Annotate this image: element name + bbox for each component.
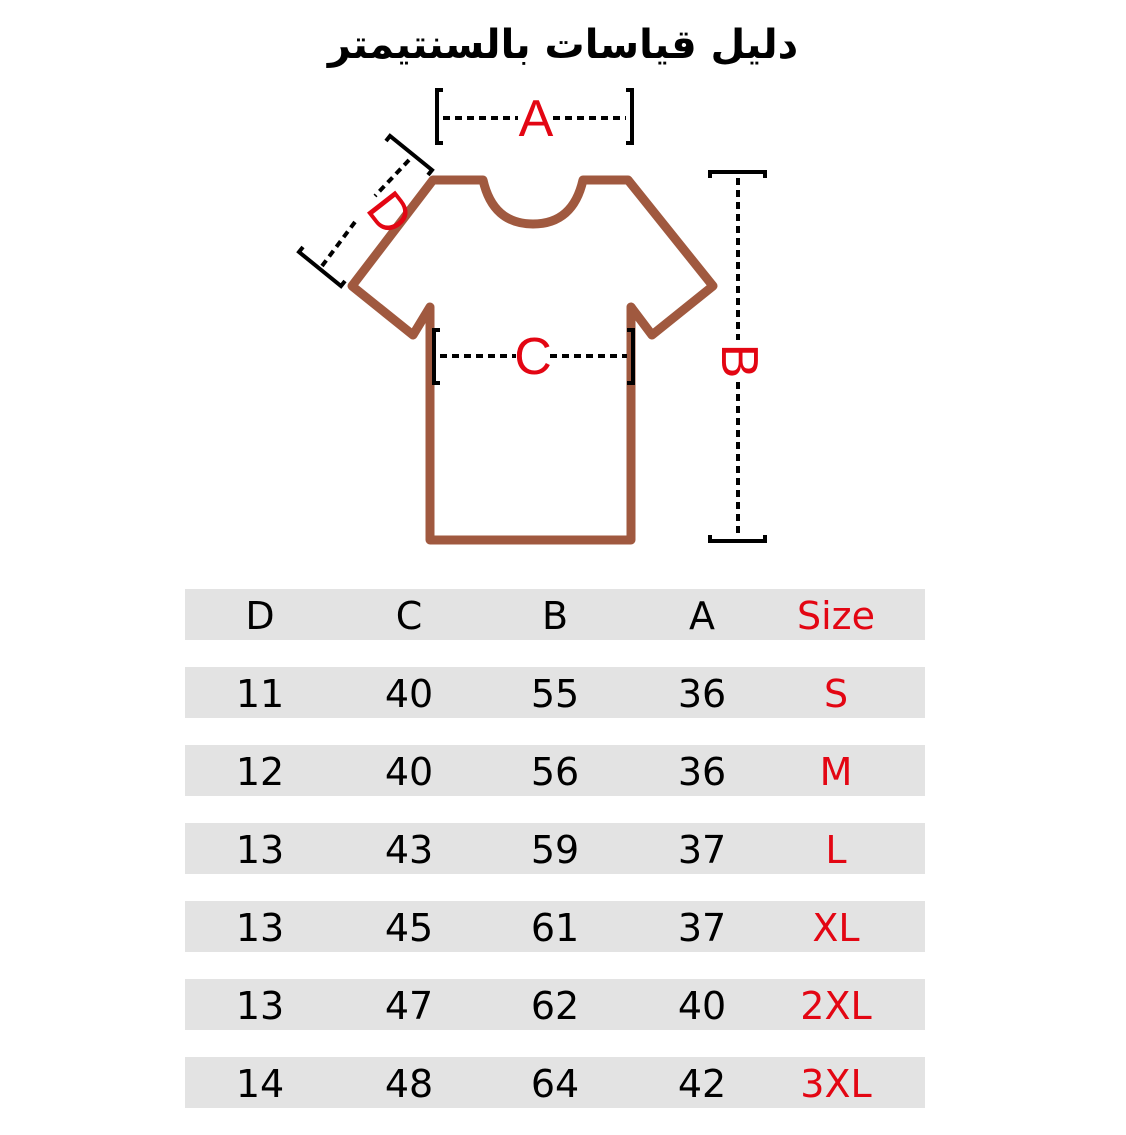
cell-d: 13 <box>235 984 285 1028</box>
page-title: دليل قياسات بالسنتيمتر <box>327 22 799 68</box>
cell-size: 3XL <box>800 1062 872 1106</box>
cell-c: 40 <box>384 750 434 794</box>
table-row <box>185 979 925 1030</box>
cell-size: XL <box>812 906 860 950</box>
cell-a: 40 <box>677 984 727 1028</box>
cell-size: M <box>819 750 853 794</box>
header-a: A <box>689 594 715 638</box>
cell-d: 13 <box>235 828 285 872</box>
cell-a: 42 <box>677 1062 727 1106</box>
cell-b: 55 <box>530 672 580 716</box>
cell-d: 13 <box>235 906 285 950</box>
cell-b: 59 <box>530 828 580 872</box>
cell-c: 48 <box>384 1062 434 1106</box>
measure-d-label: D <box>354 180 424 247</box>
size-table <box>185 589 925 1135</box>
cell-d: 14 <box>235 1062 285 1106</box>
cell-a: 36 <box>677 672 727 716</box>
table-row <box>185 901 925 952</box>
cell-b: 61 <box>530 906 580 950</box>
cell-size: 2XL <box>800 984 872 1028</box>
table-row <box>185 667 925 718</box>
cell-b: 62 <box>530 984 580 1028</box>
table-row <box>185 745 925 796</box>
cell-a: 36 <box>677 750 727 794</box>
header-d: D <box>245 594 275 638</box>
cell-a: 37 <box>677 828 727 872</box>
table-row <box>185 823 925 874</box>
cell-b: 56 <box>530 750 580 794</box>
header-c: C <box>395 594 423 638</box>
cell-c: 45 <box>384 906 434 950</box>
table-row <box>185 1057 925 1108</box>
cell-a: 37 <box>677 906 727 950</box>
cell-size: S <box>823 672 849 716</box>
header-size: Size <box>796 594 875 638</box>
cell-c: 40 <box>384 672 434 716</box>
cell-b: 64 <box>530 1062 580 1106</box>
cell-c: 43 <box>384 828 434 872</box>
measure-c-label: C <box>514 328 552 386</box>
measure-b-label: B <box>710 343 768 379</box>
header-b: B <box>541 594 569 638</box>
cell-d: 11 <box>235 672 285 716</box>
cell-size: L <box>825 828 847 872</box>
measure-a-label: A <box>518 90 554 148</box>
cell-c: 47 <box>384 984 434 1028</box>
cell-d: 12 <box>235 750 285 794</box>
table-header-row <box>185 589 925 640</box>
